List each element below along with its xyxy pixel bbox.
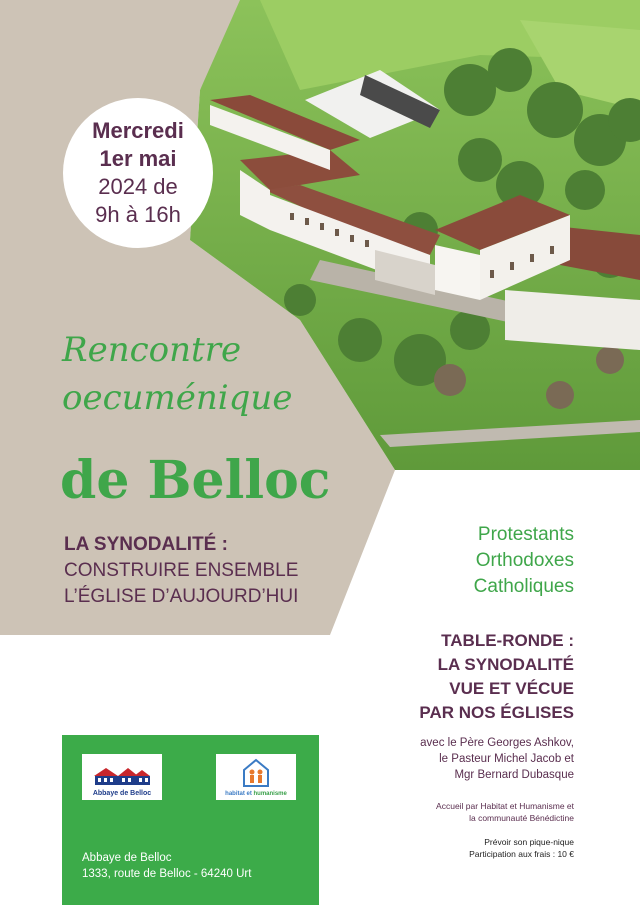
habitat-logo-text-a: habitat et [225, 791, 254, 797]
abbey-building-icon [82, 756, 162, 790]
speaker-line1: avec le Père Georges Ashkov, [420, 737, 574, 749]
subtitle-line3: L’ÉGLISE D’AUJOURD’HUI [64, 586, 299, 607]
table-ronde-heading [419, 629, 574, 725]
denomination-orthodoxes: Orthodoxes [475, 550, 574, 571]
table-ronde-line1: TABLE-RONDE : [441, 631, 574, 650]
date-day: 1er mai [99, 146, 177, 171]
date-year: 2024 de [98, 174, 178, 199]
title-rencontre: Rencontre [62, 330, 242, 370]
house-family-icon [216, 756, 296, 790]
date-hours: 9h à 16h [95, 202, 181, 227]
practical-info [469, 836, 574, 860]
abbaye-logo-text: Abbaye de Belloc [92, 790, 152, 797]
subtitle-line2: CONSTRUIRE ENSEMBLE [64, 560, 299, 581]
practical-picnic: Prévoir son pique-nique [484, 837, 574, 847]
accueil-line1: Accueil par Habitat et Humanisme et [436, 801, 574, 811]
habitat-humanisme-logo [216, 754, 296, 800]
abbaye-logo [82, 754, 162, 800]
address-name: Abbaye de Belloc [82, 852, 172, 864]
address-block [82, 850, 251, 882]
title-de-belloc: de Belloc [60, 450, 331, 511]
denomination-catholiques: Catholiques [473, 576, 574, 597]
date-circle [63, 98, 213, 248]
subtitle-line1: LA SYNODALITÉ : [64, 534, 228, 555]
subtitle-block [64, 532, 298, 610]
practical-fee: Participation aux frais : 10 € [469, 849, 574, 859]
speakers-list [420, 735, 574, 783]
habitat-logo-text-b: humanisme [253, 791, 287, 797]
title-oecumenique: oecuménique [62, 378, 293, 418]
date-weekday: Mercredi [92, 118, 184, 143]
address-street: 1333, route de Belloc - 64240 Urt [82, 868, 252, 880]
table-ronde-line3: VUE ET VÉCUE [449, 679, 574, 698]
info-box [62, 735, 319, 905]
table-ronde-line2: LA SYNODALITÉ [437, 655, 574, 674]
denomination-protestants: Protestants [477, 524, 574, 545]
speaker-line3: Mgr Bernard Dubasque [454, 769, 574, 781]
speaker-line2: le Pasteur Michel Jacob et [439, 753, 574, 765]
accueil-note [436, 800, 574, 824]
table-ronde-line4: PAR NOS ÉGLISES [419, 703, 574, 722]
denominations-list [474, 522, 574, 600]
habitat-logo-text [216, 791, 296, 797]
accueil-line2: la communauté Bénédictine [469, 813, 574, 823]
